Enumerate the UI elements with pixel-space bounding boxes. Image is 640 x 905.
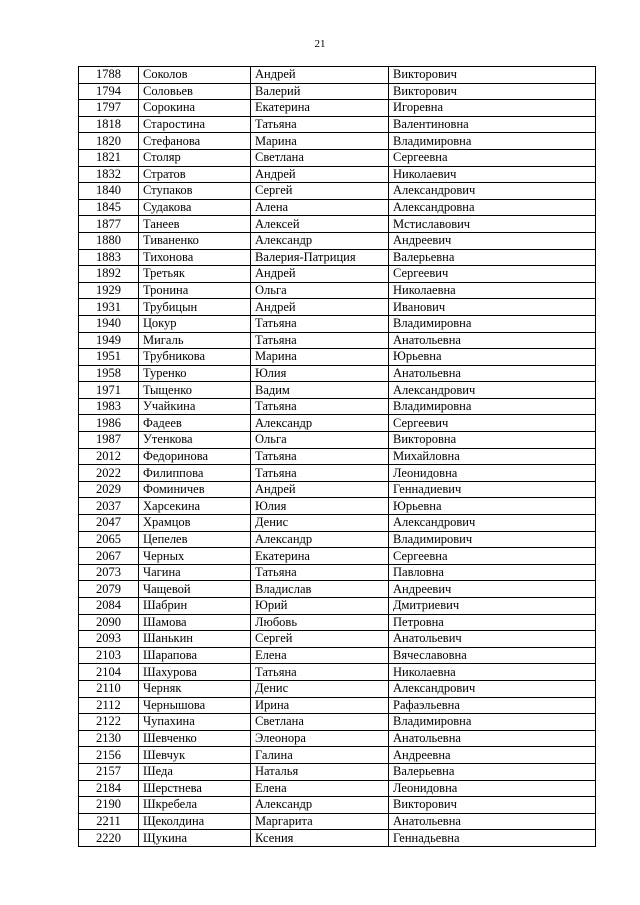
table-row <box>79 183 596 200</box>
registry-number-cell: 2122 <box>79 714 139 731</box>
patronymic-cell: Николаевна <box>389 282 596 299</box>
registry-number-cell: 1983 <box>79 398 139 415</box>
patronymic-cell: Николаевна <box>389 664 596 681</box>
patronymic-cell: Юрьевна <box>389 349 596 366</box>
registry-number-cell: 2065 <box>79 531 139 548</box>
roster-table <box>78 66 596 847</box>
first-name-cell: Денис <box>251 680 389 697</box>
surname-cell: Старостина <box>139 116 251 133</box>
registry-number-cell: 1892 <box>79 266 139 283</box>
first-name-cell: Андрей <box>251 67 389 84</box>
first-name-cell: Елена <box>251 647 389 664</box>
table-row <box>79 830 596 847</box>
patronymic-cell: Александрович <box>389 680 596 697</box>
surname-cell: Тронина <box>139 282 251 299</box>
surname-cell: Цепелев <box>139 531 251 548</box>
first-name-cell: Ксения <box>251 830 389 847</box>
surname-cell: Чупахина <box>139 714 251 731</box>
table-row <box>79 598 596 615</box>
first-name-cell: Елена <box>251 780 389 797</box>
first-name-cell: Галина <box>251 747 389 764</box>
registry-number-cell: 1788 <box>79 67 139 84</box>
registry-number-cell: 2047 <box>79 515 139 532</box>
surname-cell: Шанькин <box>139 631 251 648</box>
first-name-cell: Андрей <box>251 481 389 498</box>
table-row <box>79 697 596 714</box>
table-row <box>79 763 596 780</box>
surname-cell: Тиваненко <box>139 232 251 249</box>
registry-number-cell: 2093 <box>79 631 139 648</box>
table-row <box>79 564 596 581</box>
roster-table-body <box>79 67 596 847</box>
patronymic-cell: Анатольевна <box>389 730 596 747</box>
patronymic-cell: Анатольевна <box>389 332 596 349</box>
surname-cell: Стефанова <box>139 133 251 150</box>
table-row <box>79 780 596 797</box>
patronymic-cell: Рафаэльевна <box>389 697 596 714</box>
registry-number-cell: 2130 <box>79 730 139 747</box>
registry-number-cell: 1986 <box>79 415 139 432</box>
first-name-cell: Алексей <box>251 216 389 233</box>
patronymic-cell: Александрович <box>389 515 596 532</box>
first-name-cell: Юлия <box>251 498 389 515</box>
table-row <box>79 67 596 84</box>
patronymic-cell: Мстиславович <box>389 216 596 233</box>
patronymic-cell: Дмитриевич <box>389 598 596 615</box>
table-row <box>79 813 596 830</box>
patronymic-cell: Сергеевна <box>389 149 596 166</box>
first-name-cell: Екатерина <box>251 548 389 565</box>
patronymic-cell: Валерьевна <box>389 249 596 266</box>
registry-number-cell: 1877 <box>79 216 139 233</box>
table-row <box>79 531 596 548</box>
registry-number-cell: 2157 <box>79 763 139 780</box>
table-row <box>79 216 596 233</box>
patronymic-cell: Анатольевна <box>389 365 596 382</box>
surname-cell: Храмцов <box>139 515 251 532</box>
surname-cell: Тыщенко <box>139 382 251 399</box>
surname-cell: Чащевой <box>139 581 251 598</box>
surname-cell: Филиппова <box>139 465 251 482</box>
surname-cell: Утенкова <box>139 432 251 449</box>
surname-cell: Федоринова <box>139 448 251 465</box>
registry-number-cell: 1845 <box>79 199 139 216</box>
first-name-cell: Светлана <box>251 714 389 731</box>
registry-number-cell: 1883 <box>79 249 139 266</box>
first-name-cell: Ольга <box>251 432 389 449</box>
patronymic-cell: Сергеевна <box>389 548 596 565</box>
registry-number-cell: 2220 <box>79 830 139 847</box>
registry-number-cell: 2067 <box>79 548 139 565</box>
surname-cell: Соловьев <box>139 83 251 100</box>
registry-number-cell: 2184 <box>79 780 139 797</box>
registry-number-cell: 2110 <box>79 680 139 697</box>
patronymic-cell: Владимировна <box>389 714 596 731</box>
patronymic-cell: Викторович <box>389 67 596 84</box>
table-row <box>79 797 596 814</box>
table-row <box>79 581 596 598</box>
registry-number-cell: 1797 <box>79 100 139 117</box>
first-name-cell: Татьяна <box>251 664 389 681</box>
table-row <box>79 548 596 565</box>
patronymic-cell: Александровна <box>389 199 596 216</box>
table-row <box>79 465 596 482</box>
table-row <box>79 680 596 697</box>
registry-number-cell: 2156 <box>79 747 139 764</box>
first-name-cell: Александр <box>251 797 389 814</box>
first-name-cell: Екатерина <box>251 100 389 117</box>
first-name-cell: Валерия-Патриция <box>251 249 389 266</box>
registry-number-cell: 1951 <box>79 349 139 366</box>
registry-number-cell: 1958 <box>79 365 139 382</box>
patronymic-cell: Иванович <box>389 299 596 316</box>
surname-cell: Шкребела <box>139 797 251 814</box>
patronymic-cell: Александрович <box>389 183 596 200</box>
table-row <box>79 100 596 117</box>
table-row <box>79 398 596 415</box>
patronymic-cell: Викторович <box>389 797 596 814</box>
registry-number-cell: 1929 <box>79 282 139 299</box>
surname-cell: Шевчук <box>139 747 251 764</box>
registry-number-cell: 1949 <box>79 332 139 349</box>
table-row <box>79 332 596 349</box>
registry-number-cell: 2079 <box>79 581 139 598</box>
patronymic-cell: Анатольевна <box>389 813 596 830</box>
patronymic-cell: Николаевич <box>389 166 596 183</box>
first-name-cell: Андрей <box>251 299 389 316</box>
table-row <box>79 199 596 216</box>
first-name-cell: Александр <box>251 531 389 548</box>
surname-cell: Фоминичев <box>139 481 251 498</box>
surname-cell: Тихонова <box>139 249 251 266</box>
table-row <box>79 631 596 648</box>
surname-cell: Танеев <box>139 216 251 233</box>
first-name-cell: Татьяна <box>251 398 389 415</box>
patronymic-cell: Сергеевич <box>389 266 596 283</box>
first-name-cell: Вадим <box>251 382 389 399</box>
surname-cell: Стратов <box>139 166 251 183</box>
table-row <box>79 365 596 382</box>
registry-number-cell: 2211 <box>79 813 139 830</box>
table-row <box>79 83 596 100</box>
patronymic-cell: Игоревна <box>389 100 596 117</box>
table-row <box>79 382 596 399</box>
first-name-cell: Сергей <box>251 631 389 648</box>
surname-cell: Шевченко <box>139 730 251 747</box>
table-row <box>79 133 596 150</box>
registry-number-cell: 1880 <box>79 232 139 249</box>
registry-number-cell: 2103 <box>79 647 139 664</box>
surname-cell: Третьяк <box>139 266 251 283</box>
surname-cell: Чернышова <box>139 697 251 714</box>
table-row <box>79 515 596 532</box>
patronymic-cell: Леонидовна <box>389 780 596 797</box>
table-row <box>79 432 596 449</box>
patronymic-cell: Владимировна <box>389 133 596 150</box>
first-name-cell: Татьяна <box>251 564 389 581</box>
patronymic-cell: Викторовна <box>389 432 596 449</box>
first-name-cell: Маргарита <box>251 813 389 830</box>
patronymic-cell: Андреевич <box>389 232 596 249</box>
registry-number-cell: 1840 <box>79 183 139 200</box>
surname-cell: Мигаль <box>139 332 251 349</box>
surname-cell: Харсекина <box>139 498 251 515</box>
table-row <box>79 481 596 498</box>
registry-number-cell: 2190 <box>79 797 139 814</box>
patronymic-cell: Вячеславовна <box>389 647 596 664</box>
first-name-cell: Татьяна <box>251 448 389 465</box>
first-name-cell: Любовь <box>251 614 389 631</box>
first-name-cell: Марина <box>251 349 389 366</box>
first-name-cell: Элеонора <box>251 730 389 747</box>
surname-cell: Чагина <box>139 564 251 581</box>
first-name-cell: Ирина <box>251 697 389 714</box>
table-row <box>79 232 596 249</box>
patronymic-cell: Анатольевич <box>389 631 596 648</box>
first-name-cell: Алена <box>251 199 389 216</box>
registry-number-cell: 1794 <box>79 83 139 100</box>
table-row <box>79 349 596 366</box>
registry-number-cell: 2112 <box>79 697 139 714</box>
registry-number-cell: 1987 <box>79 432 139 449</box>
surname-cell: Туренко <box>139 365 251 382</box>
surname-cell: Черных <box>139 548 251 565</box>
patronymic-cell: Юрьевна <box>389 498 596 515</box>
first-name-cell: Наталья <box>251 763 389 780</box>
page-number: 21 <box>314 38 326 50</box>
patronymic-cell: Владимировна <box>389 315 596 332</box>
table-row <box>79 116 596 133</box>
registry-number-cell: 2037 <box>79 498 139 515</box>
patronymic-cell: Сергеевич <box>389 415 596 432</box>
table-row <box>79 647 596 664</box>
surname-cell: Шерстнева <box>139 780 251 797</box>
surname-cell: Шеда <box>139 763 251 780</box>
patronymic-cell: Петровна <box>389 614 596 631</box>
patronymic-cell: Валентиновна <box>389 116 596 133</box>
first-name-cell: Юлия <box>251 365 389 382</box>
surname-cell: Шабрин <box>139 598 251 615</box>
patronymic-cell: Леонидовна <box>389 465 596 482</box>
surname-cell: Щукина <box>139 830 251 847</box>
first-name-cell: Александр <box>251 232 389 249</box>
patronymic-cell: Валерьевна <box>389 763 596 780</box>
table-row <box>79 448 596 465</box>
registry-number-cell: 2029 <box>79 481 139 498</box>
registry-number-cell: 1940 <box>79 315 139 332</box>
table-row <box>79 282 596 299</box>
registry-number-cell: 1821 <box>79 149 139 166</box>
surname-cell: Черняк <box>139 680 251 697</box>
patronymic-cell: Михайловна <box>389 448 596 465</box>
registry-number-cell: 1818 <box>79 116 139 133</box>
table-row <box>79 299 596 316</box>
table-row <box>79 249 596 266</box>
patronymic-cell: Александрович <box>389 382 596 399</box>
patronymic-cell: Андреевна <box>389 747 596 764</box>
table-row <box>79 315 596 332</box>
first-name-cell: Валерий <box>251 83 389 100</box>
surname-cell: Соколов <box>139 67 251 84</box>
registry-number-cell: 1931 <box>79 299 139 316</box>
surname-cell: Судакова <box>139 199 251 216</box>
first-name-cell: Сергей <box>251 183 389 200</box>
first-name-cell: Светлана <box>251 149 389 166</box>
registry-number-cell: 2084 <box>79 598 139 615</box>
table-row <box>79 149 596 166</box>
surname-cell: Ступаков <box>139 183 251 200</box>
registry-number-cell: 2073 <box>79 564 139 581</box>
surname-cell: Щеколдина <box>139 813 251 830</box>
table-row <box>79 415 596 432</box>
registry-number-cell: 1820 <box>79 133 139 150</box>
first-name-cell: Андрей <box>251 166 389 183</box>
first-name-cell: Денис <box>251 515 389 532</box>
first-name-cell: Татьяна <box>251 116 389 133</box>
registry-number-cell: 2022 <box>79 465 139 482</box>
surname-cell: Шамова <box>139 614 251 631</box>
table-row <box>79 166 596 183</box>
surname-cell: Фадеев <box>139 415 251 432</box>
table-row <box>79 730 596 747</box>
registry-number-cell: 1971 <box>79 382 139 399</box>
first-name-cell: Татьяна <box>251 465 389 482</box>
table-row <box>79 498 596 515</box>
surname-cell: Столяр <box>139 149 251 166</box>
first-name-cell: Александр <box>251 415 389 432</box>
table-row <box>79 714 596 731</box>
patronymic-cell: Владимирович <box>389 531 596 548</box>
registry-number-cell: 1832 <box>79 166 139 183</box>
registry-number-cell: 2090 <box>79 614 139 631</box>
first-name-cell: Владислав <box>251 581 389 598</box>
surname-cell: Сорокина <box>139 100 251 117</box>
first-name-cell: Юрий <box>251 598 389 615</box>
table-row <box>79 266 596 283</box>
first-name-cell: Татьяна <box>251 332 389 349</box>
surname-cell: Трубицын <box>139 299 251 316</box>
first-name-cell: Андрей <box>251 266 389 283</box>
patronymic-cell: Геннадьевна <box>389 830 596 847</box>
first-name-cell: Татьяна <box>251 315 389 332</box>
surname-cell: Учайкина <box>139 398 251 415</box>
surname-cell: Трубникова <box>139 349 251 366</box>
table-row <box>79 664 596 681</box>
patronymic-cell: Викторович <box>389 83 596 100</box>
registry-number-cell: 2104 <box>79 664 139 681</box>
first-name-cell: Марина <box>251 133 389 150</box>
registry-number-cell: 2012 <box>79 448 139 465</box>
patronymic-cell: Владимировна <box>389 398 596 415</box>
surname-cell: Шахурова <box>139 664 251 681</box>
table-row <box>79 747 596 764</box>
patronymic-cell: Геннадиевич <box>389 481 596 498</box>
first-name-cell: Ольга <box>251 282 389 299</box>
patronymic-cell: Павловна <box>389 564 596 581</box>
surname-cell: Шарапова <box>139 647 251 664</box>
patronymic-cell: Андреевич <box>389 581 596 598</box>
table-row <box>79 614 596 631</box>
surname-cell: Цокур <box>139 315 251 332</box>
